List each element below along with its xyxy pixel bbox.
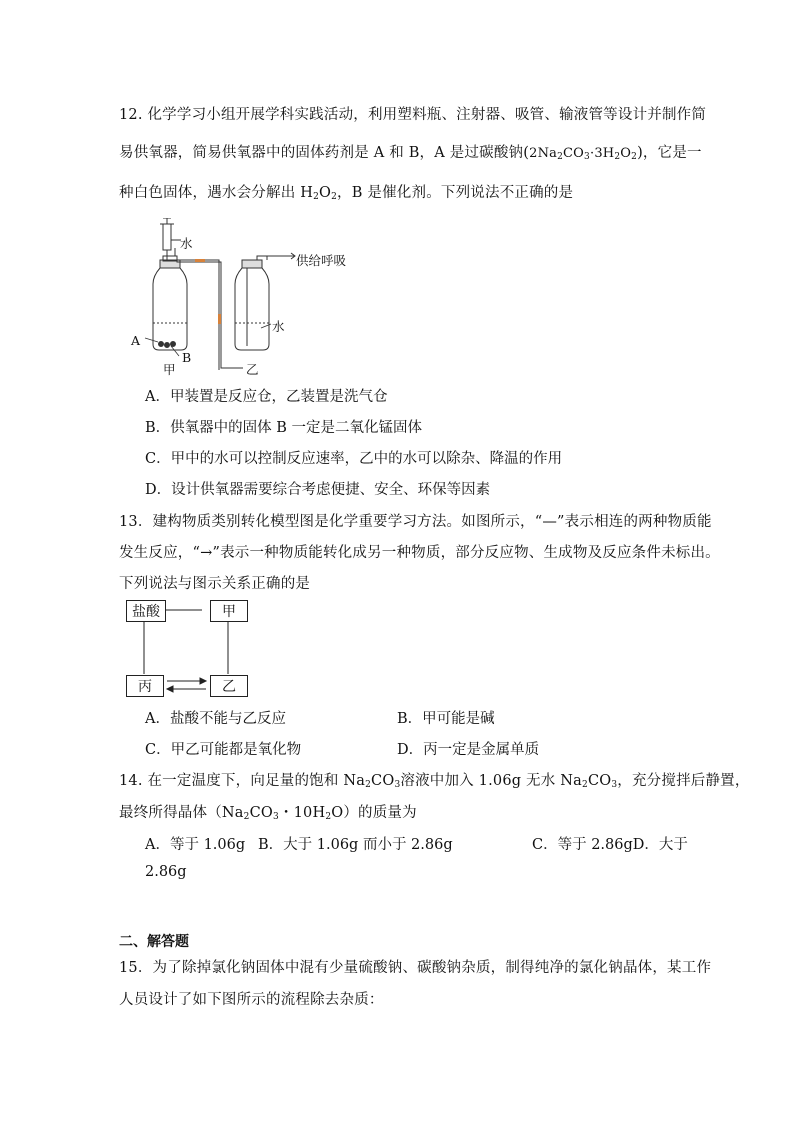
- q12-line2-start: 易供氧器，简易供氧器中的固体药剂是 A 和 B，A 是过碳酸钠(: [119, 145, 530, 161]
- q15-line2: 人员设计了如下图所示的流程除去杂质：: [119, 992, 384, 1008]
- q14-line1-end: ，充分搅拌后静置，: [617, 773, 750, 789]
- q12-line1: 12. 化学学习小组开展学科实践活动，利用塑料瓶、注射器、吸管、输液管等设计并制作简: [119, 107, 707, 123]
- q13-line1: 13．建构物质类别转化模型图是化学重要学习方法。如图所示，“—”表示相连的两种物质能: [119, 514, 712, 530]
- box-jia: 甲: [210, 600, 248, 622]
- box-hydrochloric-acid: 盐酸: [126, 600, 166, 622]
- q14-line1-start: 14. 在一定温度下，向足量的饱和 Na: [119, 773, 366, 789]
- formula-part: ・10H: [278, 805, 326, 821]
- q12-line2: [119, 141, 702, 162]
- q13-option-b[interactable]: B．甲可能是碱: [397, 711, 495, 727]
- formula-sub: 2: [631, 152, 638, 162]
- q12-line3-start: 种白色固体，遇水会分解出 H: [119, 185, 314, 201]
- formula-sub: 2: [614, 152, 621, 162]
- q13-line3: 下列说法与图示关系正确的是: [119, 576, 311, 592]
- q12-line2-end: )，它是一: [637, 145, 702, 161]
- label-B: B: [182, 350, 192, 365]
- formula-part: CO: [563, 146, 585, 161]
- formula-sub: 3: [584, 152, 590, 162]
- q14-option-cd[interactable]: C．等于 2.86gD．大于: [532, 837, 688, 853]
- formula-sub: 3: [611, 780, 618, 790]
- q12-line3-end: ，B 是催化剂。下列说法不正确的是: [337, 185, 574, 201]
- q14-line1-mid: 溶液中加入 1.06g 无水 Na: [400, 773, 583, 789]
- formula-part: CO: [249, 805, 273, 821]
- formula-sub: 2: [325, 812, 332, 822]
- q12-line3: [119, 181, 573, 202]
- leader-lines: [145, 240, 271, 356]
- formula-sub: 2: [365, 780, 372, 790]
- formula-sub: 3: [272, 812, 279, 822]
- q12-option-d[interactable]: D．设计供氧器需要综合考虑便捷、安全、环保等因素: [145, 482, 491, 498]
- q12-option-c[interactable]: C．甲中的水可以控制反应速率，乙中的水可以除杂、降温的作用: [145, 451, 563, 467]
- formula-part: 2Na: [529, 146, 558, 161]
- oxygen-supply-apparatus-diagram: [125, 218, 365, 378]
- formula-part: CO: [587, 773, 612, 789]
- q14-line2-start: 最终所得晶体（Na: [119, 805, 244, 821]
- formula-sub: 3: [394, 780, 401, 790]
- label-water-syringe: 水: [180, 236, 193, 251]
- q12-formula: [529, 146, 637, 161]
- formula-sub: 2: [557, 152, 564, 162]
- q14-line2: [119, 801, 417, 822]
- label-jia: 甲: [163, 362, 176, 377]
- section-title: 二、解答题: [119, 934, 189, 950]
- q15-line1: 15．为了除掉氯化钠固体中混有少量硫酸钠、碳酸钠杂质，制得纯净的氯化钠晶体，某工作: [119, 960, 712, 976]
- formula-sub: 2: [331, 192, 338, 202]
- label-A: A: [131, 333, 141, 348]
- q14-option-b[interactable]: B．大于 1.06g 而小于 2.86g: [258, 837, 453, 853]
- q13-option-d[interactable]: D．丙一定是金属单质: [397, 742, 540, 758]
- label-water-bottle: 水: [272, 319, 285, 334]
- q14-line1: [119, 769, 750, 790]
- q14-option-a[interactable]: A．等于 1.06g: [145, 837, 246, 853]
- q12-option-b[interactable]: B．供氧器中的固体 B 一定是二氧化锰固体: [145, 420, 423, 436]
- q13-option-c[interactable]: C．甲乙可能都是氧化物: [145, 742, 302, 758]
- formula-sub: 2: [313, 192, 319, 202]
- formula-part: O: [620, 146, 632, 161]
- bottle-jia-icon: [153, 248, 187, 350]
- box-yi: 乙: [210, 675, 248, 697]
- q14-line2-end: O）的质量为: [331, 805, 417, 821]
- formula-part: ·3H: [589, 146, 615, 161]
- q12-option-a[interactable]: A．甲装置是反应仓，乙装置是洗气仓: [145, 389, 388, 405]
- label-supply-breathing: 供给呼吸: [296, 253, 347, 268]
- box-bing: 丙: [126, 675, 164, 697]
- q13-line2: 发生反应，“→”表示一种物质能转化成另一种物质，部分反应物、生成物及反应条件未标出。: [119, 545, 720, 561]
- q14-option-d-continued: 2.86g: [145, 864, 187, 880]
- formula-sub: 2: [582, 780, 588, 790]
- formula-sub: 2: [243, 812, 250, 822]
- formula-part: CO: [371, 773, 395, 789]
- formula-part: O: [319, 185, 332, 201]
- q13-option-a[interactable]: A．盐酸不能与乙反应: [145, 711, 286, 727]
- label-yi: 乙: [246, 362, 259, 377]
- bottle-yi-icon: [235, 253, 295, 350]
